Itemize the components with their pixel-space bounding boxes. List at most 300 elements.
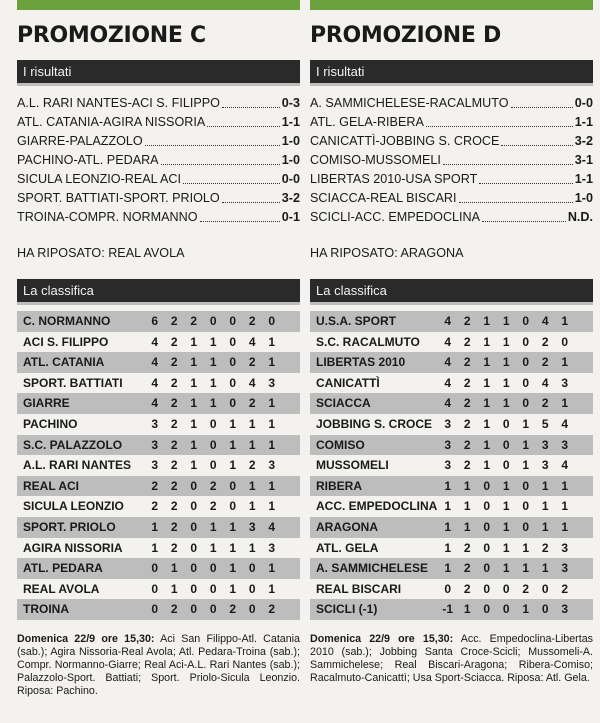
- stat-value: 0: [229, 478, 237, 493]
- stat-value: 2: [463, 355, 471, 370]
- stat-value: 1: [229, 540, 237, 555]
- standings-row: [17, 332, 300, 353]
- stat-value: 1: [229, 437, 237, 452]
- team-name: SCICLI (-1): [316, 602, 378, 617]
- result-row: [17, 151, 300, 170]
- standings-header: La classifica: [17, 279, 300, 305]
- standings-row: [17, 538, 300, 559]
- result-match: GIARRE-PALAZZOLO: [17, 134, 143, 148]
- stat-value: 2: [170, 416, 178, 431]
- stat-value: 2: [170, 602, 178, 617]
- stat-value: 0: [522, 334, 530, 349]
- result-score: 0-0: [281, 172, 300, 186]
- stat-value: 1: [483, 355, 491, 370]
- stat-value: 1: [483, 375, 491, 390]
- team-name: C. NORMANNO: [23, 314, 111, 328]
- dot-leader: [511, 94, 573, 108]
- dot-leader: [479, 170, 573, 184]
- stat-value: 1: [561, 396, 569, 411]
- standings-row: [17, 558, 300, 579]
- standings-row: [17, 393, 300, 414]
- stat-value: 2: [541, 334, 549, 349]
- team-name: PACHINO: [23, 416, 78, 431]
- stat-value: 1: [190, 396, 198, 411]
- stat-value: 0: [483, 499, 491, 514]
- stat-value: 4: [444, 334, 452, 349]
- stat-value: 4: [561, 416, 569, 431]
- stat-value: 1: [483, 416, 491, 431]
- stat-value: 3: [248, 519, 256, 534]
- stat-value: 2: [151, 499, 159, 514]
- standings-row: [310, 352, 593, 373]
- next-round-note: [310, 633, 593, 685]
- next-round-label: Domenica 22/9 ore 15,30:: [17, 632, 155, 645]
- stat-value: 2: [463, 561, 471, 576]
- team-name: ATL. GELA: [316, 540, 379, 555]
- stat-value: 2: [561, 581, 569, 596]
- stat-value: 2: [463, 458, 471, 473]
- top-color-bar: [17, 0, 300, 10]
- results-list: [17, 94, 300, 244]
- stat-value: 1: [522, 561, 530, 576]
- stat-value: 0: [209, 314, 217, 328]
- standings-row: [310, 558, 593, 579]
- stat-value: 4: [151, 334, 159, 349]
- result-row: [17, 94, 300, 113]
- stat-value: 1: [502, 375, 510, 390]
- standings-row: [310, 496, 593, 517]
- dot-leader: [222, 94, 280, 108]
- promozione-d-column: [310, 0, 593, 685]
- stat-value: 1: [561, 478, 569, 493]
- stat-value: 3: [444, 437, 452, 452]
- team-name: REAL BISCARI: [316, 581, 402, 596]
- dot-leader: [459, 189, 573, 203]
- stat-value: 1: [209, 375, 217, 390]
- stat-value: 4: [268, 519, 276, 534]
- section-title: PROMOZIONE C: [17, 23, 206, 48]
- stat-value: 2: [541, 540, 549, 555]
- team-name: SCIACCA: [316, 396, 371, 411]
- stat-value: 1: [151, 540, 159, 555]
- stat-value: 1: [502, 519, 510, 534]
- stat-value: 1: [444, 478, 452, 493]
- stat-value: 0: [248, 602, 256, 617]
- stat-value: 3: [268, 540, 276, 555]
- result-match: TROINA-COMPR. NORMANNO: [17, 210, 198, 224]
- stat-value: 2: [170, 396, 178, 411]
- next-round-text: Aci San Filippo-Atl. Catania (sab.); Agira Nissoria-Real Avola; Atl. Pedara-Troina (sab.); Compr. Normanno-Giarre; Real Aci-A.L. Rari Nantes (sab.); Palazzolo-Sport. Battiati; Sport. Priolo-Sicula Leonzio. Riposa: Pachino.: [17, 632, 300, 697]
- stat-value: 1: [190, 355, 198, 370]
- team-name: S.C. PALAZZOLO: [23, 437, 123, 452]
- stat-value: 3: [561, 602, 569, 617]
- stat-value: 1: [463, 602, 471, 617]
- stat-value: 1: [561, 355, 569, 370]
- stat-value: 1: [444, 519, 452, 534]
- stat-value: 1: [248, 478, 256, 493]
- result-row: [17, 189, 300, 208]
- stat-value: 0: [522, 478, 530, 493]
- stat-value: 0: [209, 437, 217, 452]
- stat-value: 1: [561, 519, 569, 534]
- stat-value: 4: [151, 375, 159, 390]
- stat-value: 0: [522, 519, 530, 534]
- stat-value: 1: [483, 458, 491, 473]
- stat-value: 3: [561, 437, 569, 452]
- standings-row: [310, 311, 593, 332]
- result-score: 0-1: [281, 210, 300, 224]
- stat-value: 0: [502, 437, 510, 452]
- result-match: SCIACCA-REAL BISCARI: [310, 191, 457, 205]
- dot-leader: [183, 170, 280, 184]
- stat-value: 3: [444, 416, 452, 431]
- dot-leader: [161, 151, 280, 165]
- standings-row: [17, 476, 300, 497]
- stat-value: 2: [190, 314, 198, 328]
- stat-value: 2: [463, 396, 471, 411]
- stat-value: 1: [209, 540, 217, 555]
- promozione-c-column: [17, 0, 300, 698]
- stat-value: 0: [209, 416, 217, 431]
- stat-value: 0: [209, 602, 217, 617]
- team-name: ARAGONA: [316, 519, 378, 534]
- stat-value: 1: [502, 499, 510, 514]
- stat-value: 2: [170, 334, 178, 349]
- stat-value: 1: [444, 561, 452, 576]
- next-round-label: Domenica 22/9 ore 15,30:: [310, 632, 454, 645]
- team-name: ACI S. FILIPPO: [23, 334, 109, 349]
- stat-value: 0: [268, 314, 276, 328]
- stat-value: 0: [151, 561, 159, 576]
- team-name: RIBERA: [316, 478, 363, 493]
- stat-value: 1: [268, 334, 276, 349]
- team-name: A. SAMMICHELESE: [316, 561, 429, 576]
- stat-value: 4: [248, 375, 256, 390]
- team-name: JOBBING S. CROCE: [316, 416, 433, 431]
- stat-value: 4: [151, 396, 159, 411]
- stat-value: 1: [268, 478, 276, 493]
- stat-value: 1: [502, 478, 510, 493]
- result-score: 1-0: [574, 191, 593, 205]
- stat-value: 1: [190, 458, 198, 473]
- stat-value: 2: [463, 581, 471, 596]
- result-row: [310, 113, 593, 132]
- standings-row: [310, 517, 593, 538]
- stat-value: 0: [229, 499, 237, 514]
- stat-value: 0: [502, 602, 510, 617]
- result-match: SCICLI-ACC. EMPEDOCLINA: [310, 210, 481, 224]
- stat-value: 1: [268, 416, 276, 431]
- stat-value: 1: [190, 416, 198, 431]
- stat-value: 0: [561, 334, 569, 349]
- stat-value: 1: [444, 540, 452, 555]
- stat-value: 2: [170, 314, 178, 328]
- stat-value: 4: [444, 355, 452, 370]
- stat-value: 1: [190, 334, 198, 349]
- result-match: SPORT. BATTIATI-SPORT. PRIOLO: [17, 191, 220, 205]
- stat-value: 0: [190, 519, 198, 534]
- team-name: COMISO: [316, 437, 365, 452]
- stat-value: 2: [170, 478, 178, 493]
- stat-value: 1: [248, 437, 256, 452]
- stat-value: 1: [209, 519, 217, 534]
- standings-row: [17, 435, 300, 456]
- result-score: 1-1: [281, 115, 300, 129]
- stat-value: 0: [541, 581, 549, 596]
- stat-value: 1: [541, 561, 549, 576]
- stat-value: 1: [502, 334, 510, 349]
- stat-value: 2: [248, 314, 256, 328]
- stat-value: 0: [483, 581, 491, 596]
- standings-row: [310, 455, 593, 476]
- stat-value: 2: [522, 581, 530, 596]
- result-match: CANICATTÌ-JOBBING S. CROCE: [310, 134, 500, 148]
- result-score: 3-2: [281, 191, 300, 205]
- stat-value: 2: [463, 416, 471, 431]
- stat-value: 0: [541, 602, 549, 617]
- stat-value: 1: [268, 355, 276, 370]
- stat-value: 0: [190, 581, 198, 596]
- stat-value: 1: [463, 519, 471, 534]
- standings-table: [310, 311, 593, 620]
- stat-value: 1: [561, 314, 569, 328]
- result-score: 1-0: [281, 153, 300, 167]
- stat-value: 2: [170, 540, 178, 555]
- stat-value: 0: [248, 581, 256, 596]
- result-match: A.L. RARI NANTES-ACI S. FILIPPO: [17, 96, 220, 110]
- stat-value: 1: [268, 561, 276, 576]
- stat-value: 0: [209, 581, 217, 596]
- stat-value: 1: [502, 561, 510, 576]
- result-match: ATL. CATANIA-AGIRA NISSORIA: [17, 115, 206, 129]
- standings-row: [310, 579, 593, 600]
- stat-value: 0: [483, 561, 491, 576]
- stat-value: 2: [463, 375, 471, 390]
- standings-row: [17, 455, 300, 476]
- stat-value: 2: [151, 478, 159, 493]
- standings-row: [17, 517, 300, 538]
- team-name: SICULA LEONZIO: [23, 499, 124, 514]
- stat-value: 4: [444, 396, 452, 411]
- stat-value: 3: [444, 458, 452, 473]
- stat-value: 2: [170, 519, 178, 534]
- result-match: SICULA LEONZIO-REAL ACI: [17, 172, 182, 186]
- top-color-bar: [310, 0, 593, 10]
- dot-leader: [145, 132, 280, 146]
- stat-value: 2: [248, 396, 256, 411]
- stat-value: 1: [463, 478, 471, 493]
- rest-team: HA RIPOSATO: ARAGONA: [310, 246, 464, 260]
- results-header: I risultati: [310, 60, 593, 86]
- stat-value: 5: [541, 416, 549, 431]
- team-name: MUSSOMELI: [316, 458, 389, 473]
- team-name: SPORT. BATTIATI: [23, 375, 123, 390]
- stat-value: 4: [444, 375, 452, 390]
- standings-row: [310, 599, 593, 620]
- stat-value: 4: [151, 355, 159, 370]
- stat-value: 1: [209, 334, 217, 349]
- stat-value: 1: [268, 499, 276, 514]
- stat-value: 0: [522, 499, 530, 514]
- result-score: N.D.: [567, 210, 593, 224]
- stat-value: 0: [483, 540, 491, 555]
- team-name: S.C. RACALMUTO: [316, 334, 420, 349]
- stat-value: 0: [209, 561, 217, 576]
- result-row: [310, 170, 593, 189]
- team-name: U.S.A. SPORT: [316, 314, 397, 328]
- stat-value: 0: [522, 375, 530, 390]
- stat-value: 0: [502, 416, 510, 431]
- stat-value: 3: [561, 375, 569, 390]
- standings-row: [310, 476, 593, 497]
- result-match: ATL. GELA-RIBERA: [310, 115, 424, 129]
- team-name: LIBERTAS 2010: [316, 355, 406, 370]
- stat-value: 1: [502, 355, 510, 370]
- stat-value: 4: [444, 314, 452, 328]
- stat-value: 0: [190, 540, 198, 555]
- results-list: [310, 94, 593, 244]
- stat-value: 0: [248, 561, 256, 576]
- stat-value: 0: [190, 602, 198, 617]
- result-row: [310, 94, 593, 113]
- stat-value: 2: [268, 602, 276, 617]
- stat-value: 1: [268, 396, 276, 411]
- results-header: I risultati: [17, 60, 300, 86]
- stat-value: 1: [522, 416, 530, 431]
- result-score: 3-1: [574, 153, 593, 167]
- stat-value: 2: [170, 375, 178, 390]
- stat-value: 0: [229, 334, 237, 349]
- stat-value: 2: [170, 458, 178, 473]
- team-name: TROINA: [23, 602, 69, 617]
- result-row: [17, 132, 300, 151]
- result-score: 3-2: [574, 134, 593, 148]
- result-score: 1-1: [574, 115, 593, 129]
- stat-value: 0: [190, 499, 198, 514]
- stat-value: 2: [463, 437, 471, 452]
- standings-row: [17, 414, 300, 435]
- result-score: 0-3: [281, 96, 300, 110]
- stat-value: 1: [248, 416, 256, 431]
- team-name: ATL. CATANIA: [23, 355, 105, 370]
- stat-value: 0: [190, 561, 198, 576]
- stat-value: 1: [541, 499, 549, 514]
- stat-value: 3: [151, 416, 159, 431]
- stat-value: 0: [483, 602, 491, 617]
- stat-value: 2: [229, 602, 237, 617]
- stat-value: 1: [190, 375, 198, 390]
- stat-value: 6: [151, 314, 159, 328]
- stat-value: 1: [522, 437, 530, 452]
- stat-value: 0: [209, 458, 217, 473]
- next-round-text: Acc. Empedoclina-Libertas 2010 (sab.); Jobbing Santa Croce-Scicli; Mussomeli-A. Sammichelese; Real Biscari-Aragona; Ribera-Comiso; Racalmuto-Canicattì; Usa Sport-Sciacca. Riposa: Atl. Gela.: [310, 632, 593, 684]
- stat-value: 0: [522, 396, 530, 411]
- stat-value: 2: [170, 355, 178, 370]
- result-match: A. SAMMICHELESE-RACALMUTO: [310, 96, 509, 110]
- stat-value: 0: [502, 458, 510, 473]
- result-match: COMISO-MUSSOMELI: [310, 153, 441, 167]
- stat-value: 1: [170, 561, 178, 576]
- team-name: ACC. EMPEDOCLINA: [316, 499, 438, 514]
- standings-row: [17, 352, 300, 373]
- rest-team: HA RIPOSATO: REAL AVOLA: [17, 246, 185, 260]
- stat-value: 2: [463, 334, 471, 349]
- stat-value: 1: [209, 396, 217, 411]
- stat-value: 0: [190, 478, 198, 493]
- dot-leader: [426, 113, 573, 127]
- stat-value: 0: [229, 314, 237, 328]
- result-row: [17, 208, 300, 227]
- stat-value: 1: [522, 458, 530, 473]
- result-row: [17, 170, 300, 189]
- stat-value: 2: [463, 314, 471, 328]
- result-row: [310, 208, 593, 227]
- standings-row: [310, 538, 593, 559]
- team-name: AGIRA NISSORIA: [23, 540, 123, 555]
- stat-value: 0: [151, 602, 159, 617]
- stat-value: 3: [268, 375, 276, 390]
- stat-value: 2: [541, 355, 549, 370]
- stat-value: 1: [541, 519, 549, 534]
- stat-value: 1: [229, 416, 237, 431]
- stat-value: 2: [248, 458, 256, 473]
- stat-value: 4: [248, 334, 256, 349]
- stat-value: 1: [522, 540, 530, 555]
- stat-value: 1: [268, 581, 276, 596]
- team-name: REAL AVOLA: [23, 581, 100, 596]
- stat-value: 2: [209, 478, 217, 493]
- stat-value: 1: [541, 478, 549, 493]
- stat-value: 0: [502, 581, 510, 596]
- stat-value: 3: [541, 458, 549, 473]
- stat-value: 1: [483, 334, 491, 349]
- standings-table: [17, 311, 300, 620]
- result-row: [17, 113, 300, 132]
- stat-value: 0: [229, 396, 237, 411]
- result-row: [310, 189, 593, 208]
- standings-row: [310, 414, 593, 435]
- stat-value: 2: [170, 499, 178, 514]
- team-name: SPORT. PRIOLO: [23, 519, 116, 534]
- stat-value: 3: [561, 540, 569, 555]
- dot-leader: [501, 132, 572, 146]
- dot-leader: [443, 151, 573, 165]
- standings-row: [310, 373, 593, 394]
- stat-value: 4: [541, 375, 549, 390]
- stat-value: 0: [483, 519, 491, 534]
- standings-row: [310, 332, 593, 353]
- stat-value: 3: [541, 437, 549, 452]
- stat-value: 1: [248, 540, 256, 555]
- stat-value: 1: [463, 499, 471, 514]
- stat-value: 0: [522, 355, 530, 370]
- stat-value: 3: [151, 437, 159, 452]
- stat-value: 1: [248, 499, 256, 514]
- stat-value: 1: [190, 437, 198, 452]
- stat-value: 1: [502, 540, 510, 555]
- stat-value: 1: [170, 581, 178, 596]
- result-row: [310, 151, 593, 170]
- stat-value: 1: [209, 355, 217, 370]
- stat-value: 2: [541, 396, 549, 411]
- stat-value: 1: [444, 499, 452, 514]
- standings-row: [17, 373, 300, 394]
- stat-value: 1: [229, 581, 237, 596]
- stat-value: 1: [268, 437, 276, 452]
- standings-row: [310, 393, 593, 414]
- result-score: 1-1: [574, 172, 593, 186]
- stat-value: 0: [444, 581, 452, 596]
